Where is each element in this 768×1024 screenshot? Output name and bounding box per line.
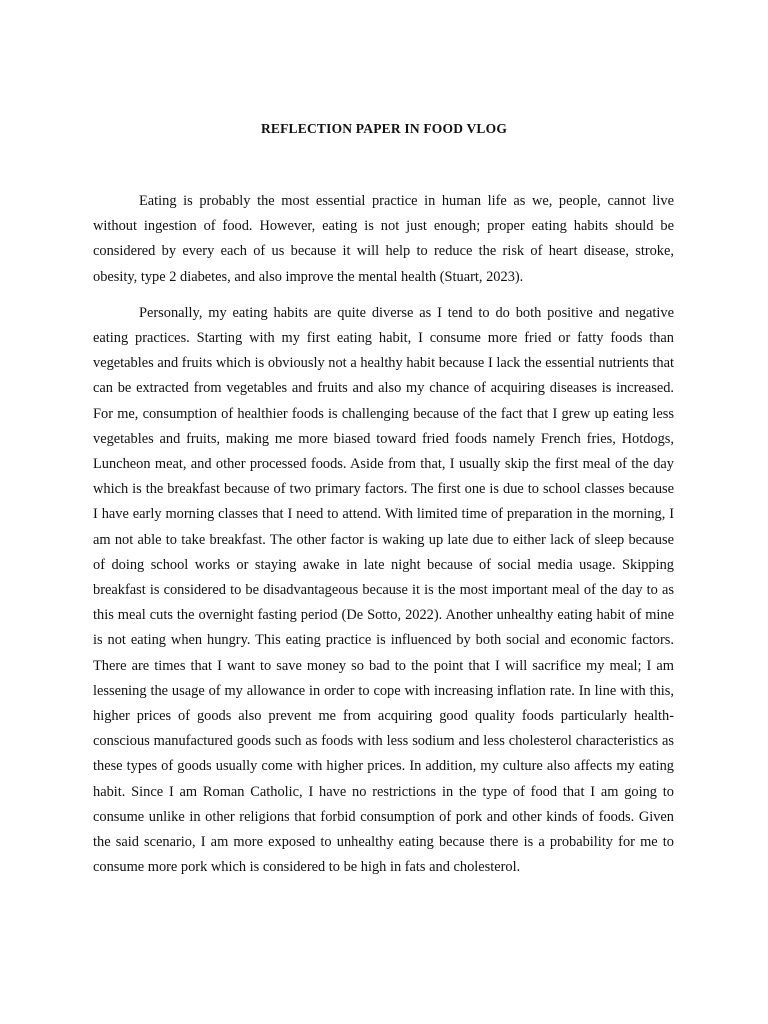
paragraph-intro: Eating is probably the most essential practice in human life as we, people, cannot live without ingestion of food. However, eating is not just enough; proper eating habits should be considered by every each of us because it will help to reduce the risk of heart disease, stroke, obesity, type 2 diabetes, and also improve the mental health (Stuart, 2023). xyxy=(93,193,674,285)
paragraph-eating-habits: Personally, my eating habits are quite diverse as I tend to do both positive and negative eating practices. Starting with my first eating habit, I consume more fried or fatty foods than vegetables and fruits which is obviously not a healthy habit because I lack the essential nutrients that can be extracted from vegetables and fruits and also my chance of acquiring diseases is increased. For me, consumption of healthier foods is challenging because of the fact that I grew up eating less vegetables and fruits, making me more biased toward fried foods namely French fries, Hotdogs, Luncheon meat, and other processed foods. Aside from that, I usually skip the first meal of the day which is the breakfast because of two primary factors. The first one is due to school classes because I have early morning classes that I need to attend. With limited time of preparation in the morning, I am not able to take breakfast. The other factor is waking up late due to either lack of sleep because of doing school works or staying awake in late night because of social media usage. Skipping breakfast is considered to be disadvantageous because it is the most important meal of the day to as this meal cuts the overnight fasting period (De Sotto, 2022). Another unhealthy eating habit of mine is not eating when hungry. This eating practice is influenced by both social and economic factors. There are times that I want to save money so bad to the point that I will sacrifice my meal; I am lessening the usage of my allowance in order to cope with increasing inflation rate. In line with this, higher prices of goods also prevent me from acquiring good quality foods particularly health-conscious manufactured goods such as foods with less sodium and less cholesterol characteristics as these types of goods usually come with higher prices. In addition, my culture also affects my eating habit. Since I am Roman Catholic, I have no restrictions in the type of food that I am going to consume unlike in other religions that forbid consumption of pork and other kinds of foods. Given the said scenario, I am more exposed to unhealthy eating because there is a probability for me to consume more pork which is considered to be high in fats and cholesterol. xyxy=(93,304,674,876)
document-body xyxy=(93,189,674,891)
page-title: REFLECTION PAPER IN FOOD VLOG xyxy=(260,121,508,136)
